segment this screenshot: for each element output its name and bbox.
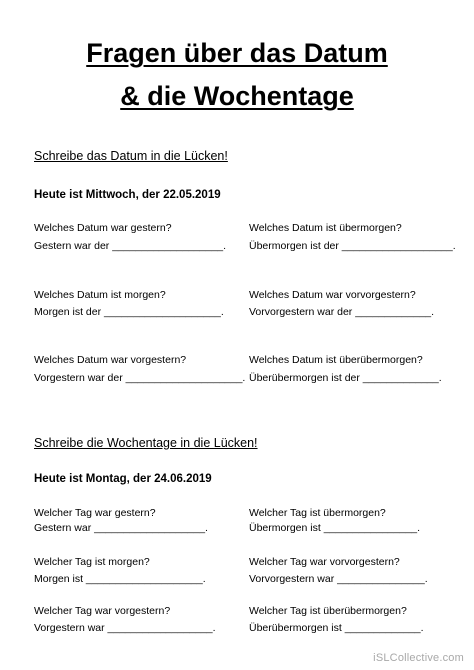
- section-1-heading: Schreibe das Datum in die Lücken!: [34, 149, 228, 163]
- s1-answer-2: Übermorgen ist der ___________________.: [249, 240, 456, 252]
- section-2-today: Heute ist Montag, der 24.06.2019: [34, 473, 212, 485]
- s1-answer-4: Vorvorgestern war der _____________.: [249, 306, 435, 318]
- section-1-today: Heute ist Mittwoch, der 22.05.2019: [34, 189, 221, 201]
- s1-question-3: Welches Datum ist morgen?: [34, 289, 166, 301]
- s2-answer-4: Vorvorgestern war _______________.: [249, 573, 428, 585]
- s2-question-4: Welcher Tag war vorvorgestern?: [249, 556, 400, 568]
- s2-question-5: Welcher Tag war vorgestern?: [34, 605, 171, 617]
- section-2-heading: Schreibe die Wochentage in die Lücken!: [34, 436, 258, 450]
- s2-question-6: Welcher Tag ist überübermorgen?: [249, 605, 407, 617]
- s2-question-2: Welcher Tag ist übermorgen?: [249, 507, 386, 519]
- s2-question-1: Welcher Tag war gestern?: [34, 507, 156, 519]
- worksheet-title-line-1: Fragen über das Datum: [86, 38, 388, 68]
- islcollective-watermark: iSLCollective.com: [373, 652, 464, 664]
- s1-question-6: Welches Datum ist überübermorgen?: [249, 354, 423, 366]
- s2-answer-1: Gestern war ___________________.: [34, 522, 208, 534]
- s1-question-4: Welches Datum war vorvorgestern?: [249, 289, 416, 301]
- s1-answer-1: Gestern war der ___________________.: [34, 240, 227, 252]
- s2-question-3: Welcher Tag ist morgen?: [34, 556, 150, 568]
- s1-question-5: Welches Datum war vorgestern?: [34, 354, 187, 366]
- s2-answer-6: Überübermorgen ist _____________.: [249, 622, 424, 634]
- s2-answer-2: Übermorgen ist ________________.: [249, 522, 421, 534]
- s2-answer-3: Morgen ist ____________________.: [34, 573, 206, 585]
- s1-question-1: Welches Datum war gestern?: [34, 222, 172, 234]
- s2-answer-5: Vorgestern war __________________.: [34, 622, 216, 634]
- worksheet-title-line-2: & die Wochentage: [120, 81, 354, 111]
- s1-answer-6: Überübermorgen ist der _____________.: [249, 372, 442, 384]
- s1-answer-5: Vorgestern war der ____________________.: [34, 372, 246, 384]
- s1-answer-3: Morgen ist der ____________________.: [34, 306, 224, 318]
- s1-question-2: Welches Datum ist übermorgen?: [249, 222, 402, 234]
